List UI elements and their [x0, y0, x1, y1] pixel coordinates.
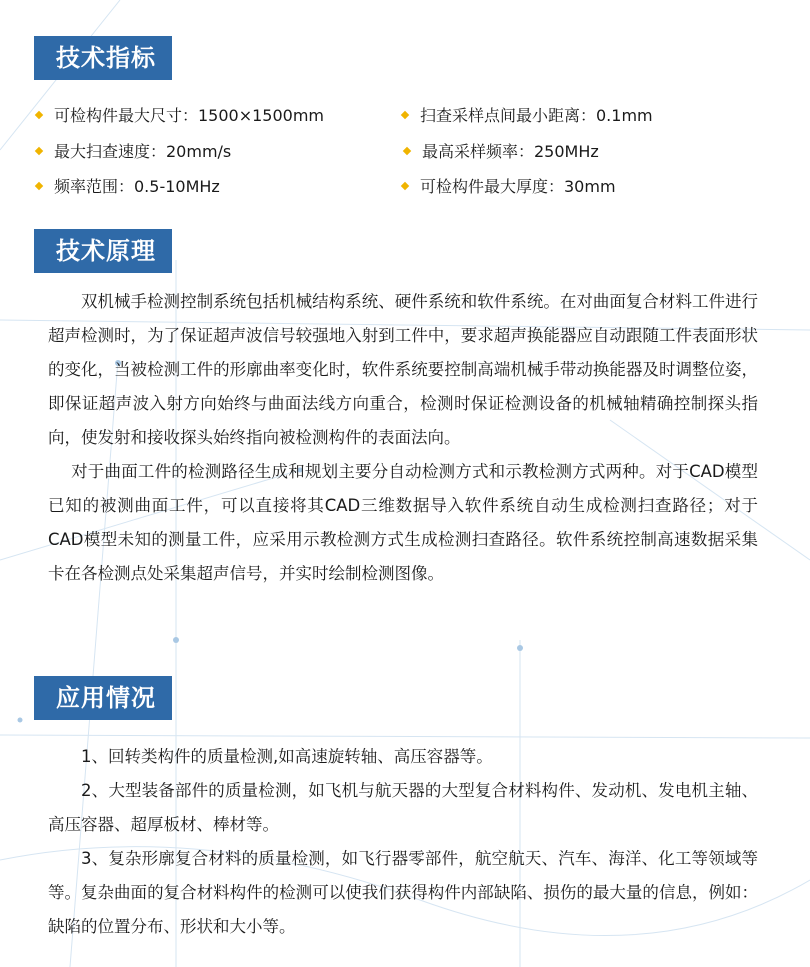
- spec-text: 可检构件最大厚度：30mm: [420, 177, 616, 196]
- spec-item-min-sampling-distance: [402, 106, 653, 126]
- spec-item-max-thickness: [402, 177, 616, 197]
- principle-paragraph-2: 对于曲面工件的检测路径生成和规划主要分自动检测方式和示教检测方式两种。对于CAD模型已知的被测曲面工件，可以直接将其CAD三维数据导入软件系统自动生成检测扫查路径；对于CAD模型未知的测量工件，应采用示教检测方式生成检测扫查路径。软件系统控制高速数据采集卡在各检测点处采集超声信号，并实时绘制检测图像。: [48, 462, 758, 583]
- section-header-specs: 技术指标: [34, 36, 172, 80]
- principle-paragraph-1: 双机械手检测控制系统包括机械结构系统、硬件系统和软件系统。在对曲面复合材料工件进行超声检测时，为了保证超声波信号较强地入射到工件中，要求超声换能器应自动跟随工件表面形状的变化，当被检测工件的形廓曲率变化时，软件系统要控制高端机械手带动换能器及时调整位姿，即保证超声波入射方向始终与曲面法线方向重合，检测时保证检测设备的机械轴精确控制探头指向，使发射和接收探头始终指向被检测构件的表面法向。: [48, 292, 758, 447]
- spec-text: 最大扫查速度：20mm/s: [54, 142, 232, 161]
- section-header-application: 应用情况: [34, 676, 172, 720]
- diamond-bullet-icon: [401, 110, 409, 118]
- spec-text: 频率范围：0.5-10MHz: [54, 177, 220, 196]
- application-item-2: 2、大型装备部件的质量检测，如飞机与航天器的大型复合材料构件、发动机、发电机主轴、高压容器、超厚板材、棒材等。: [48, 781, 758, 834]
- spec-text: 扫查采样点间最小距离：0.1mm: [420, 106, 653, 125]
- section-header-principle: 技术原理: [34, 229, 172, 273]
- diamond-bullet-icon: [35, 146, 43, 154]
- diamond-bullet-icon: [401, 181, 409, 189]
- application-item-1: 1、回转类构件的质量检测,如高速旋转轴、高压容器等。: [81, 747, 493, 766]
- diamond-bullet-icon: [35, 181, 43, 189]
- application-text-block: [48, 740, 758, 944]
- spec-item-frequency-range: [36, 177, 220, 197]
- spec-item-max-scan-speed: [36, 142, 231, 162]
- diamond-bullet-icon: [403, 146, 411, 154]
- spec-item-max-sampling-frequency: [404, 142, 599, 162]
- spec-text: 可检构件最大尺寸：1500×1500mm: [54, 106, 325, 125]
- principle-text-block: [48, 285, 758, 591]
- diamond-bullet-icon: [35, 110, 43, 118]
- application-item-3: 3、复杂形廓复合材料的质量检测，如飞行器零部件，航空航天、汽车、海洋、化工等领域等等。复杂曲面的复合材料构件的检测可以使我们获得构件内部缺陷、损伤的最大量的信息，例如：缺陷的位置分布、形状和大小等。: [48, 849, 758, 936]
- spec-text: 最高采样频率：250MHz: [422, 142, 599, 161]
- spec-item-max-size: [36, 106, 324, 126]
